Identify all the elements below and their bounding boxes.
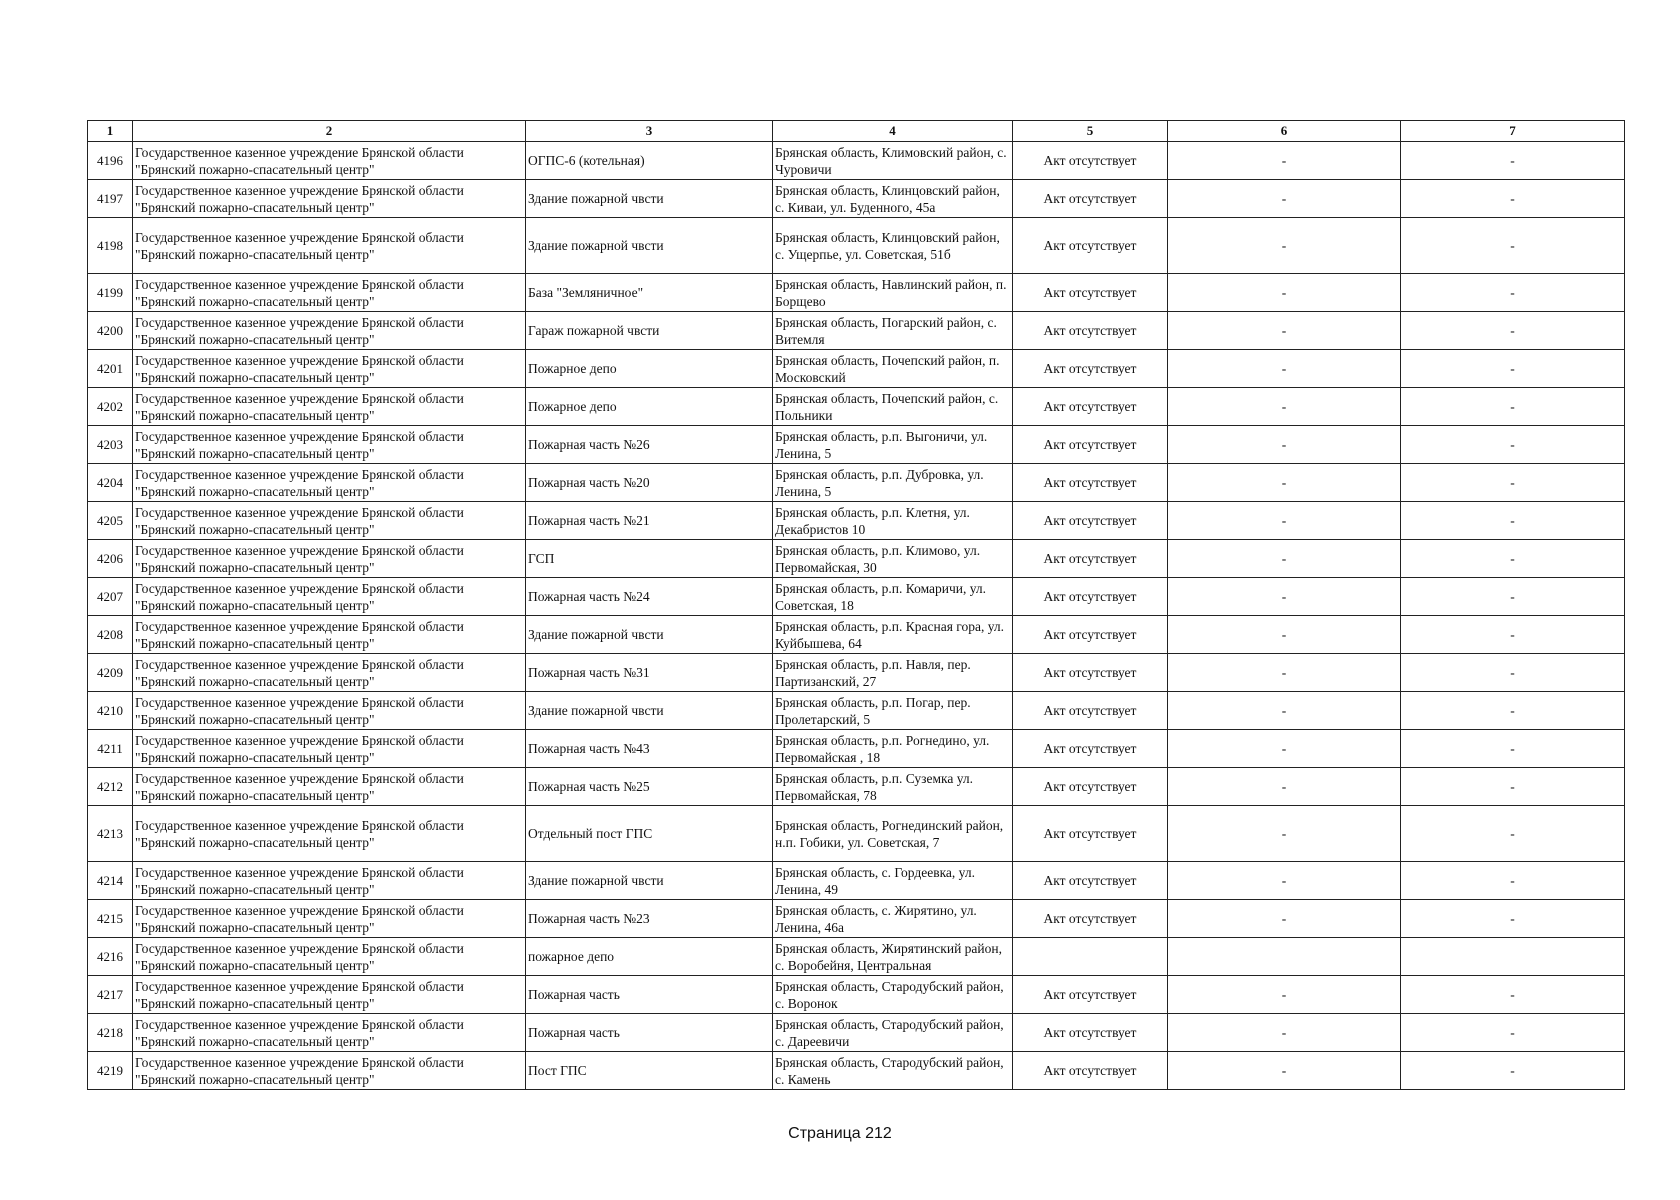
table-row	[88, 1052, 1625, 1090]
table-row	[88, 502, 1625, 540]
column-header-7: 7	[1401, 121, 1625, 142]
column-7-cell: -	[1401, 274, 1625, 312]
row-number: 4199	[88, 274, 133, 312]
act-cell: Акт отсутствует	[1013, 218, 1168, 274]
address-cell: Брянская область, Жирятинский район, с. Воробейня, Центральная	[773, 938, 1013, 976]
address-cell: Брянская область, р.п. Климово, ул. Первомайская, 30	[773, 540, 1013, 578]
column-7-cell: -	[1401, 142, 1625, 180]
row-number: 4202	[88, 388, 133, 426]
column-header-6: 6	[1168, 121, 1401, 142]
address-cell: Брянская область, Почепский район, п. Московский	[773, 350, 1013, 388]
act-cell: Акт отсутствует	[1013, 426, 1168, 464]
table-row	[88, 274, 1625, 312]
row-number: 4218	[88, 1014, 133, 1052]
act-cell: Акт отсутствует	[1013, 862, 1168, 900]
table-row	[88, 312, 1625, 350]
object-cell: Пожарное депо	[526, 388, 773, 426]
column-7-cell: -	[1401, 976, 1625, 1014]
object-cell: Пожарная часть №24	[526, 578, 773, 616]
column-7-cell: -	[1401, 426, 1625, 464]
object-cell: Отдельный пост ГПС	[526, 806, 773, 862]
column-7-cell: -	[1401, 464, 1625, 502]
row-number: 4197	[88, 180, 133, 218]
table-row	[88, 388, 1625, 426]
column-6-cell: -	[1168, 180, 1401, 218]
column-header-1: 1	[88, 121, 133, 142]
organization-cell: Государственное казенное учреждение Брянской области "Брянский пожарно-спасательный центр"	[133, 142, 526, 180]
object-cell: Пожарная часть	[526, 1014, 773, 1052]
address-cell: Брянская область, с. Жирятино, ул. Ленина, 46а	[773, 900, 1013, 938]
object-cell: пожарное депо	[526, 938, 773, 976]
address-cell: Брянская область, р.п. Рогнедино, ул. Первомайская , 18	[773, 730, 1013, 768]
act-cell: Акт отсутствует	[1013, 350, 1168, 388]
column-6-cell: -	[1168, 218, 1401, 274]
organization-cell: Государственное казенное учреждение Брянской области "Брянский пожарно-спасательный центр"	[133, 616, 526, 654]
column-header-4: 4	[773, 121, 1013, 142]
registry-sheet	[87, 120, 1624, 1090]
organization-cell: Государственное казенное учреждение Брянской области "Брянский пожарно-спасательный центр"	[133, 350, 526, 388]
address-cell: Брянская область, р.п. Выгоничи, ул. Ленина, 5	[773, 426, 1013, 464]
organization-cell: Государственное казенное учреждение Брянской области "Брянский пожарно-спасательный центр"	[133, 900, 526, 938]
object-cell: Пожарная часть №26	[526, 426, 773, 464]
column-6-cell: -	[1168, 976, 1401, 1014]
act-cell: Акт отсутствует	[1013, 900, 1168, 938]
object-cell: Пожарная часть №31	[526, 654, 773, 692]
column-7-cell: -	[1401, 862, 1625, 900]
column-6-cell: -	[1168, 350, 1401, 388]
act-cell: Акт отсутствует	[1013, 274, 1168, 312]
address-cell: Брянская область, Рогнединский район, н.п. Гобики, ул. Советская, 7	[773, 806, 1013, 862]
row-number: 4207	[88, 578, 133, 616]
object-cell: Здание пожарной чвсти	[526, 692, 773, 730]
act-cell: Акт отсутствует	[1013, 768, 1168, 806]
organization-cell: Государственное казенное учреждение Брянской области "Брянский пожарно-спасательный центр"	[133, 312, 526, 350]
act-cell: Акт отсутствует	[1013, 180, 1168, 218]
column-header-2: 2	[133, 121, 526, 142]
row-number: 4219	[88, 1052, 133, 1090]
object-cell: Здание пожарной чвсти	[526, 180, 773, 218]
column-7-cell: -	[1401, 806, 1625, 862]
organization-cell: Государственное казенное учреждение Брянской области "Брянский пожарно-спасательный центр"	[133, 578, 526, 616]
object-cell: ГСП	[526, 540, 773, 578]
act-cell: Акт отсутствует	[1013, 692, 1168, 730]
column-6-cell: -	[1168, 388, 1401, 426]
row-number: 4209	[88, 654, 133, 692]
organization-cell: Государственное казенное учреждение Брянской области "Брянский пожарно-спасательный центр"	[133, 768, 526, 806]
registry-table	[87, 120, 1625, 1090]
object-cell: Пожарная часть №23	[526, 900, 773, 938]
row-number: 4206	[88, 540, 133, 578]
row-number: 4208	[88, 616, 133, 654]
address-cell: Брянская область, р.п. Навля, пер. Партизанский, 27	[773, 654, 1013, 692]
column-header-5: 5	[1013, 121, 1168, 142]
column-7-cell: -	[1401, 768, 1625, 806]
column-6-cell: -	[1168, 464, 1401, 502]
address-cell: Брянская область, с. Гордеевка, ул. Ленина, 49	[773, 862, 1013, 900]
table-row	[88, 768, 1625, 806]
row-number: 4214	[88, 862, 133, 900]
table-row	[88, 938, 1625, 976]
organization-cell: Государственное казенное учреждение Брянской области "Брянский пожарно-спасательный центр"	[133, 388, 526, 426]
organization-cell: Государственное казенное учреждение Брянской области "Брянский пожарно-спасательный центр"	[133, 938, 526, 976]
address-cell: Брянская область, р.п. Клетня, ул. Декабристов 10	[773, 502, 1013, 540]
act-cell: Акт отсутствует	[1013, 578, 1168, 616]
column-6-cell: -	[1168, 502, 1401, 540]
act-cell: Акт отсутствует	[1013, 806, 1168, 862]
object-cell: Здание пожарной чвсти	[526, 862, 773, 900]
address-cell: Брянская область, р.п. Дубровка, ул. Ленина, 5	[773, 464, 1013, 502]
organization-cell: Государственное казенное учреждение Брянской области "Брянский пожарно-спасательный центр"	[133, 274, 526, 312]
column-6-cell: -	[1168, 540, 1401, 578]
organization-cell: Государственное казенное учреждение Брянской области "Брянский пожарно-спасательный центр"	[133, 730, 526, 768]
row-number: 4196	[88, 142, 133, 180]
column-6-cell: -	[1168, 426, 1401, 464]
act-cell: Акт отсутствует	[1013, 616, 1168, 654]
act-cell: Акт отсутствует	[1013, 1052, 1168, 1090]
object-cell: Здание пожарной чвсти	[526, 218, 773, 274]
act-cell: Акт отсутствует	[1013, 502, 1168, 540]
organization-cell: Государственное казенное учреждение Брянской области "Брянский пожарно-спасательный центр"	[133, 692, 526, 730]
address-cell: Брянская область, Погарский район, с. Витемля	[773, 312, 1013, 350]
object-cell: Здание пожарной чвсти	[526, 616, 773, 654]
row-number: 4211	[88, 730, 133, 768]
column-6-cell: -	[1168, 730, 1401, 768]
table-row	[88, 350, 1625, 388]
organization-cell: Государственное казенное учреждение Брянской области "Брянский пожарно-спасательный центр"	[133, 218, 526, 274]
column-6-cell: -	[1168, 616, 1401, 654]
row-number: 4203	[88, 426, 133, 464]
row-number: 4217	[88, 976, 133, 1014]
act-cell: Акт отсутствует	[1013, 540, 1168, 578]
act-cell: Акт отсутствует	[1013, 730, 1168, 768]
row-number: 4201	[88, 350, 133, 388]
row-number: 4198	[88, 218, 133, 274]
object-cell: Гараж пожарной чвсти	[526, 312, 773, 350]
address-cell: Брянская область, Стародубский район, с. Дареевичи	[773, 1014, 1013, 1052]
table-row	[88, 806, 1625, 862]
object-cell: Пожарное депо	[526, 350, 773, 388]
act-cell: Акт отсутствует	[1013, 976, 1168, 1014]
organization-cell: Государственное казенное учреждение Брянской области "Брянский пожарно-спасательный центр"	[133, 806, 526, 862]
address-cell: Брянская область, Клинцовский район, с. Ущерпье, ул. Советская, 51б	[773, 218, 1013, 274]
object-cell: Пожарная часть №21	[526, 502, 773, 540]
address-cell: Брянская область, Климовский район, с. Чуровичи	[773, 142, 1013, 180]
column-header-3: 3	[526, 121, 773, 142]
address-cell: Брянская область, Навлинский район, п. Борщево	[773, 274, 1013, 312]
act-cell: Акт отсутствует	[1013, 312, 1168, 350]
table-row	[88, 1014, 1625, 1052]
organization-cell: Государственное казенное учреждение Брянской области "Брянский пожарно-спасательный центр"	[133, 1052, 526, 1090]
table-row	[88, 540, 1625, 578]
address-cell: Брянская область, Стародубский район, с. Воронок	[773, 976, 1013, 1014]
organization-cell: Государственное казенное учреждение Брянской области "Брянский пожарно-спасательный центр"	[133, 426, 526, 464]
object-cell: База "Земляничное"	[526, 274, 773, 312]
organization-cell: Государственное казенное учреждение Брянской области "Брянский пожарно-спасательный центр"	[133, 180, 526, 218]
table-row	[88, 180, 1625, 218]
act-cell: Акт отсутствует	[1013, 464, 1168, 502]
table-row	[88, 976, 1625, 1014]
column-7-cell: -	[1401, 218, 1625, 274]
column-7-cell: -	[1401, 180, 1625, 218]
act-cell: Акт отсутствует	[1013, 388, 1168, 426]
page-number: Страница 212	[788, 1125, 892, 1142]
table-row	[88, 464, 1625, 502]
column-7-cell: -	[1401, 312, 1625, 350]
column-6-cell: -	[1168, 274, 1401, 312]
table-row	[88, 730, 1625, 768]
column-6-cell: -	[1168, 142, 1401, 180]
object-cell: Пожарная часть №20	[526, 464, 773, 502]
object-cell: Пожарная часть	[526, 976, 773, 1014]
column-6-cell: -	[1168, 692, 1401, 730]
address-cell: Брянская область, р.п. Красная гора, ул. Куйбышева, 64	[773, 616, 1013, 654]
act-cell	[1013, 938, 1168, 976]
organization-cell: Государственное казенное учреждение Брянской области "Брянский пожарно-спасательный центр"	[133, 464, 526, 502]
table-row	[88, 692, 1625, 730]
act-cell: Акт отсутствует	[1013, 1014, 1168, 1052]
address-cell: Брянская область, р.п. Суземка ул. Первомайская, 78	[773, 768, 1013, 806]
organization-cell: Государственное казенное учреждение Брянской области "Брянский пожарно-спасательный центр"	[133, 1014, 526, 1052]
column-7-cell: -	[1401, 654, 1625, 692]
object-cell: Пост ГПС	[526, 1052, 773, 1090]
table-row	[88, 862, 1625, 900]
column-7-cell: -	[1401, 578, 1625, 616]
organization-cell: Государственное казенное учреждение Брянской области "Брянский пожарно-спасательный центр"	[133, 502, 526, 540]
address-cell: Брянская область, Клинцовский район, с. Киваи, ул. Буденного, 45а	[773, 180, 1013, 218]
act-cell: Акт отсутствует	[1013, 142, 1168, 180]
column-6-cell: -	[1168, 806, 1401, 862]
object-cell: ОГПС-6 (котельная)	[526, 142, 773, 180]
table-row	[88, 616, 1625, 654]
column-7-cell	[1401, 938, 1625, 976]
row-number: 4205	[88, 502, 133, 540]
object-cell: Пожарная часть №43	[526, 730, 773, 768]
column-7-cell: -	[1401, 616, 1625, 654]
column-7-cell: -	[1401, 900, 1625, 938]
table-row	[88, 142, 1625, 180]
column-7-cell: -	[1401, 540, 1625, 578]
table-header	[88, 121, 1625, 142]
row-number: 4216	[88, 938, 133, 976]
column-6-cell: -	[1168, 900, 1401, 938]
column-7-cell: -	[1401, 502, 1625, 540]
column-6-cell: -	[1168, 654, 1401, 692]
table-row	[88, 900, 1625, 938]
column-7-cell: -	[1401, 1014, 1625, 1052]
column-6-cell: -	[1168, 1014, 1401, 1052]
act-cell: Акт отсутствует	[1013, 654, 1168, 692]
column-6-cell	[1168, 938, 1401, 976]
column-6-cell: -	[1168, 312, 1401, 350]
organization-cell: Государственное казенное учреждение Брянской области "Брянский пожарно-спасательный центр"	[133, 654, 526, 692]
address-cell: Брянская область, Стародубский район, с. Камень	[773, 1052, 1013, 1090]
row-number: 4212	[88, 768, 133, 806]
organization-cell: Государственное казенное учреждение Брянской области "Брянский пожарно-спасательный центр"	[133, 862, 526, 900]
column-7-cell: -	[1401, 692, 1625, 730]
address-cell: Брянская область, р.п. Комаричи, ул. Советская, 18	[773, 578, 1013, 616]
organization-cell: Государственное казенное учреждение Брянской области "Брянский пожарно-спасательный центр"	[133, 540, 526, 578]
table-row	[88, 578, 1625, 616]
table-body	[88, 142, 1625, 1090]
table-row	[88, 426, 1625, 464]
row-number: 4213	[88, 806, 133, 862]
row-number: 4204	[88, 464, 133, 502]
object-cell: Пожарная часть №25	[526, 768, 773, 806]
organization-cell: Государственное казенное учреждение Брянской области "Брянский пожарно-спасательный центр"	[133, 976, 526, 1014]
column-6-cell: -	[1168, 768, 1401, 806]
row-number: 4215	[88, 900, 133, 938]
table-row	[88, 218, 1625, 274]
column-6-cell: -	[1168, 578, 1401, 616]
column-7-cell: -	[1401, 350, 1625, 388]
column-7-cell: -	[1401, 1052, 1625, 1090]
row-number: 4200	[88, 312, 133, 350]
table-row	[88, 654, 1625, 692]
address-cell: Брянская область, р.п. Погар, пер. Пролетарский, 5	[773, 692, 1013, 730]
column-6-cell: -	[1168, 1052, 1401, 1090]
column-7-cell: -	[1401, 730, 1625, 768]
column-7-cell: -	[1401, 388, 1625, 426]
column-6-cell: -	[1168, 862, 1401, 900]
address-cell: Брянская область, Почепский район, с. Польники	[773, 388, 1013, 426]
row-number: 4210	[88, 692, 133, 730]
